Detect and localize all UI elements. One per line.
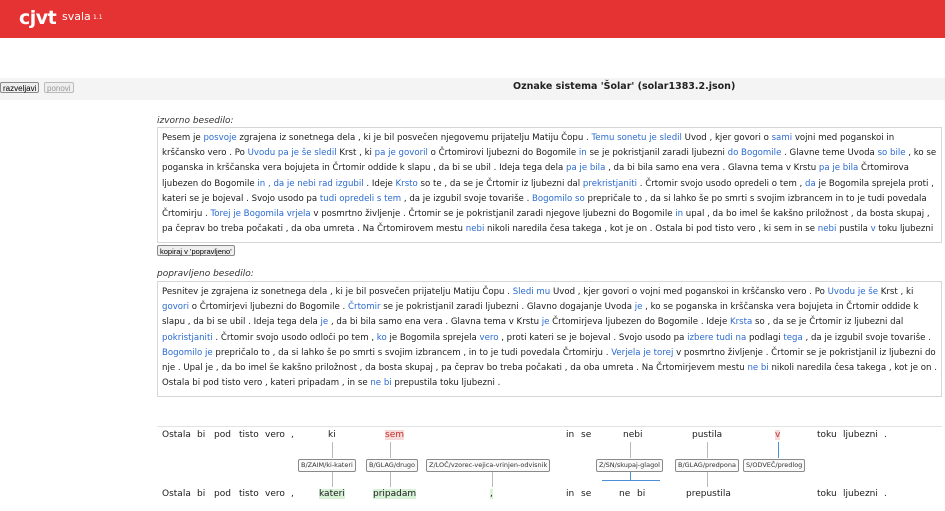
error-tag[interactable]: Z/LOČ/vzorec-vejica-vrinjen-odvisnik — [426, 459, 550, 472]
edited-segment[interactable]: Temu sonetu je sledil — [591, 133, 682, 143]
text-segment: so , da se je Črtomir iz ljubezni dal — [752, 317, 904, 328]
text-segment: . Črtomir svojo usodo opredeli o tem , — [637, 178, 806, 189]
edited-segment[interactable]: je — [320, 317, 329, 328]
edited-segment[interactable]: posvoje — [203, 133, 237, 143]
error-tag[interactable]: S/ODVEČ/predlog — [743, 459, 805, 472]
error-tag[interactable]: B/GLAG/drugo — [366, 459, 418, 472]
source-token[interactable]: . — [884, 430, 887, 440]
text-segment: toku ljubezni — [878, 224, 934, 235]
source-token[interactable]: pod — [214, 430, 231, 440]
edited-segment[interactable]: da — [805, 178, 816, 189]
target-token[interactable]: bi — [637, 489, 646, 499]
edited-segment[interactable]: so bile — [877, 148, 906, 159]
source-token[interactable]: sem — [385, 430, 404, 440]
edited-segment[interactable]: Sledi mu — [512, 287, 551, 297]
target-token[interactable]: toku — [817, 489, 837, 499]
edited-segment[interactable]: Uvodu pa je še sledil — [247, 148, 337, 159]
source-token[interactable]: in — [566, 430, 575, 440]
source-label: izvorno besedilo: — [157, 116, 234, 126]
connector-line — [602, 480, 660, 481]
source-token[interactable]: v — [775, 430, 781, 440]
text-segment: , da bi bila samo ena vera . Glavna tema v Krstu — [328, 317, 542, 328]
text-segment: je Bogomila sprejela — [386, 332, 480, 343]
target-token[interactable]: vero — [265, 489, 285, 499]
text-segment: Črtomirova ljubezen do Bogomile — [162, 163, 909, 189]
text-segment: nikoli naredila česa takega , kot je on . Ostala bi pod tisto vero , kateri pripadam , in se — [162, 363, 937, 389]
text-segment: v posmrtno življenje . Črtomir se je pokristjanil zaradi njegove ljubezni do Bogomile — [310, 209, 676, 220]
edited-segment[interactable]: Torej je Bogomila vrjela — [210, 209, 311, 220]
error-tag[interactable]: Z/SN/skupaj-glagol — [596, 459, 663, 472]
edited-segment[interactable]: je — [634, 302, 643, 313]
cjvt-logo[interactable]: cjvt — [19, 7, 57, 29]
undo-button[interactable]: razveljavi — [0, 82, 39, 93]
copy-to-corrected-button[interactable]: kopiraj v 'popravljeno' — [157, 245, 235, 256]
edited-segment[interactable]: Krsto — [395, 178, 418, 189]
edited-segment[interactable]: v — [870, 224, 876, 235]
target-token[interactable]: , — [291, 489, 294, 499]
page-title: Oznake sistema 'Šolar' (solar1383.2.json) — [513, 81, 736, 92]
edited-segment[interactable]: nebi — [817, 224, 837, 235]
connector-line — [778, 442, 779, 458]
text-segment: prepričale to , da si lahko še po smrti s svojim izbrancem in to je tudi povedala Črtomirju . — [162, 193, 927, 220]
target-token[interactable]: prepustila — [686, 489, 731, 499]
connector-line — [492, 471, 493, 487]
connector-line — [630, 442, 631, 458]
edited-segment[interactable]: sami — [771, 133, 793, 143]
divider — [157, 426, 942, 427]
text-segment: . Ideje — [363, 178, 396, 189]
text-segment: Črtomirjeva ljubezen do Bogomile . Ideje — [549, 317, 730, 328]
target-token[interactable]: in — [566, 489, 575, 499]
edited-segment[interactable]: ne bi — [370, 378, 392, 389]
text-segment: Uvod , kjer govori o vojni med poganskoi in krščansko vero . Po — [550, 287, 828, 297]
edited-segment[interactable]: tudi opredeli s tem — [319, 193, 402, 204]
text-segment: , proti kateri se je bojeval . Svojo usodo pa — [498, 332, 688, 343]
edited-segment[interactable]: je — [541, 317, 550, 328]
edited-segment[interactable]: tega — [783, 332, 803, 343]
error-tag[interactable]: B/GLAG/predpona — [675, 459, 739, 472]
source-token[interactable]: tisto — [239, 430, 259, 440]
edited-segment[interactable]: in — [675, 209, 684, 220]
connector-line — [390, 442, 391, 458]
connector-line — [332, 442, 333, 458]
target-token[interactable]: pripadam — [373, 489, 417, 499]
text-segment: , ko se poganska in krščanska vera bojujeta in Črtomir oddide k slapu , da bi se ubil . Ideja tega dela — [162, 148, 937, 174]
text-segment: upal , da bo imel še kakšno priložnost , da bosta skupaj , pa čeprav bo treba počakati , da oba umreta . Na Črtomirovem mestu — [162, 209, 930, 235]
edited-segment[interactable]: pa je govoril — [374, 148, 428, 159]
text-segment: pustila — [836, 224, 871, 235]
text-segment: prepričalo to , da si lahko še po smrti s svojim izbrancem , in to je tudi povedala Črtomirju . — [212, 347, 612, 358]
connector-line — [332, 471, 333, 487]
text-segment: Krst , ki — [878, 287, 914, 297]
text-segment: so te , da se je Črtomir iz ljubezni dal — [417, 178, 583, 189]
target-token[interactable]: ne — [619, 489, 631, 499]
source-token[interactable]: , — [291, 430, 294, 440]
edited-segment[interactable]: Uvodu je še — [827, 287, 879, 297]
text-segment: se je pokristjanil zaradi ljubezni — [586, 148, 728, 159]
connector-line — [707, 442, 708, 458]
text-segment: nikoli naredila česa takega , kot je on . Ostala bi pod tisto vero , ki sem in se — [484, 224, 818, 235]
text-segment: Pesnitev je zgrajena iz sonetnega dela , ki je bil posvečen prijatelju Matiju Čopu . — [162, 287, 513, 297]
app-name: svala — [62, 10, 91, 23]
connector-line — [630, 471, 631, 481]
target-token[interactable]: kateri — [319, 489, 345, 499]
source-token[interactable]: ljubezni — [843, 430, 878, 440]
source-token[interactable]: vero — [265, 430, 285, 440]
target-token[interactable]: pod — [214, 489, 231, 499]
source-token[interactable]: toku — [817, 430, 837, 440]
source-token[interactable]: bi — [197, 430, 206, 440]
edited-segment[interactable]: Verjela je torej — [611, 347, 674, 358]
text-segment: Krst , ki — [336, 148, 375, 159]
redo-button[interactable]: ponovi — [44, 82, 74, 93]
edited-segment[interactable]: govori — [162, 302, 189, 313]
text-segment: o Črtomirovi ljubezni do Bogomile — [427, 148, 579, 159]
source-token[interactable]: Ostala — [162, 430, 191, 440]
text-segment: zgrajena iz sonetnega dela , ki je bil posvečen njegovemu prijatelju Matiju Čopu . — [236, 133, 592, 143]
text-segment: . Črtomir svojo usodo odloči po tem , — [212, 332, 377, 343]
error-tag[interactable]: B/ZAIM/ki-kateri — [298, 459, 356, 472]
connector-line — [707, 471, 708, 487]
text-segment: , da je izgubil svoje tovariše . — [401, 193, 533, 204]
text-segment: vojni med poganskoi in krščansko vero . Po — [162, 133, 895, 159]
edited-segment[interactable]: Bogomilo je — [162, 347, 213, 358]
edited-segment[interactable]: do Bogomile — [727, 148, 782, 159]
text-segment: , da bi bila samo ena vera . Glavna tema v Krstu — [605, 163, 819, 174]
target-token[interactable]: bi — [197, 489, 206, 499]
edited-segment[interactable]: Črtomir — [348, 302, 381, 313]
text-segment: o Črtomirjevi ljubezni do Bogomile . — [188, 302, 349, 313]
edited-segment[interactable]: in — [578, 148, 587, 159]
toolbar — [0, 78, 945, 100]
text-segment: prepustila toku ljubezni . — [391, 378, 501, 389]
edited-segment[interactable]: nebi — [465, 224, 485, 235]
connector-line — [390, 471, 391, 487]
source-token[interactable]: ki — [328, 430, 336, 440]
text-segment: je Bogomila sprejela proti , kateri se je bojeval . Svojo usodo pa — [162, 178, 934, 204]
text-segment: , ko se poganska in krščanska vera bojujeta in Črtomir oddide k slapu , da bi se ubil . Ideja tega dela — [162, 302, 919, 328]
source-text[interactable] — [157, 127, 942, 243]
edited-segment[interactable]: Bogomilo so — [532, 193, 585, 204]
source-token[interactable]: nebi — [623, 430, 643, 440]
app-header — [0, 0, 945, 38]
target-token[interactable]: , — [490, 489, 493, 499]
text-segment: podlagi — [746, 332, 784, 343]
edited-segment[interactable]: prekristjaniti — [582, 178, 637, 189]
token-alignment-view — [157, 426, 942, 506]
edited-segment[interactable]: pokristjaniti — [162, 332, 213, 343]
target-token[interactable]: Ostala — [162, 489, 191, 499]
text-segment: v posmrtno življenje . Črtomir se je pokristjanil iz ljubezni do nje . Upal je , da bo imel še kakšno priložnost , da bosta skupaj , pa čeprav bo treba počakati , da oba umreta . Na Črtomirjevem mestu — [162, 347, 936, 374]
target-token[interactable]: . — [884, 489, 887, 499]
edited-segment[interactable]: ne bi — [747, 363, 769, 374]
source-token[interactable]: pustila — [692, 430, 723, 440]
text-segment: Uvod , kjer govori o — [681, 133, 772, 143]
edited-segment[interactable]: vero — [479, 332, 499, 343]
corrected-text[interactable] — [157, 281, 942, 397]
edited-segment[interactable]: izbere tudi na — [687, 332, 747, 343]
edited-segment[interactable]: in , da je nebi rad izgubil — [257, 178, 364, 189]
edited-segment[interactable]: pa je bila — [818, 163, 859, 174]
target-token[interactable]: tisto — [239, 489, 259, 499]
text-segment: , da je izgubil svoje tovariše . — [802, 332, 931, 343]
text-segment: se je pokristjanil zaradi ljubezni . Glavno dogajanje Uvoda — [380, 302, 635, 313]
target-token[interactable]: ljubezni — [843, 489, 878, 499]
target-token[interactable]: se — [581, 489, 592, 499]
corrected-label: popravljeno besedilo: — [157, 269, 254, 279]
edited-segment[interactable]: Krsta — [729, 317, 753, 328]
source-token[interactable]: se — [581, 430, 592, 440]
text-segment: . Glavne teme Uvoda — [781, 148, 878, 159]
text-segment: Pesem je — [162, 133, 204, 143]
edited-segment[interactable]: ko — [376, 332, 387, 343]
app-version: 1.1 — [93, 14, 103, 21]
edited-segment[interactable]: pa je bila — [565, 163, 606, 174]
